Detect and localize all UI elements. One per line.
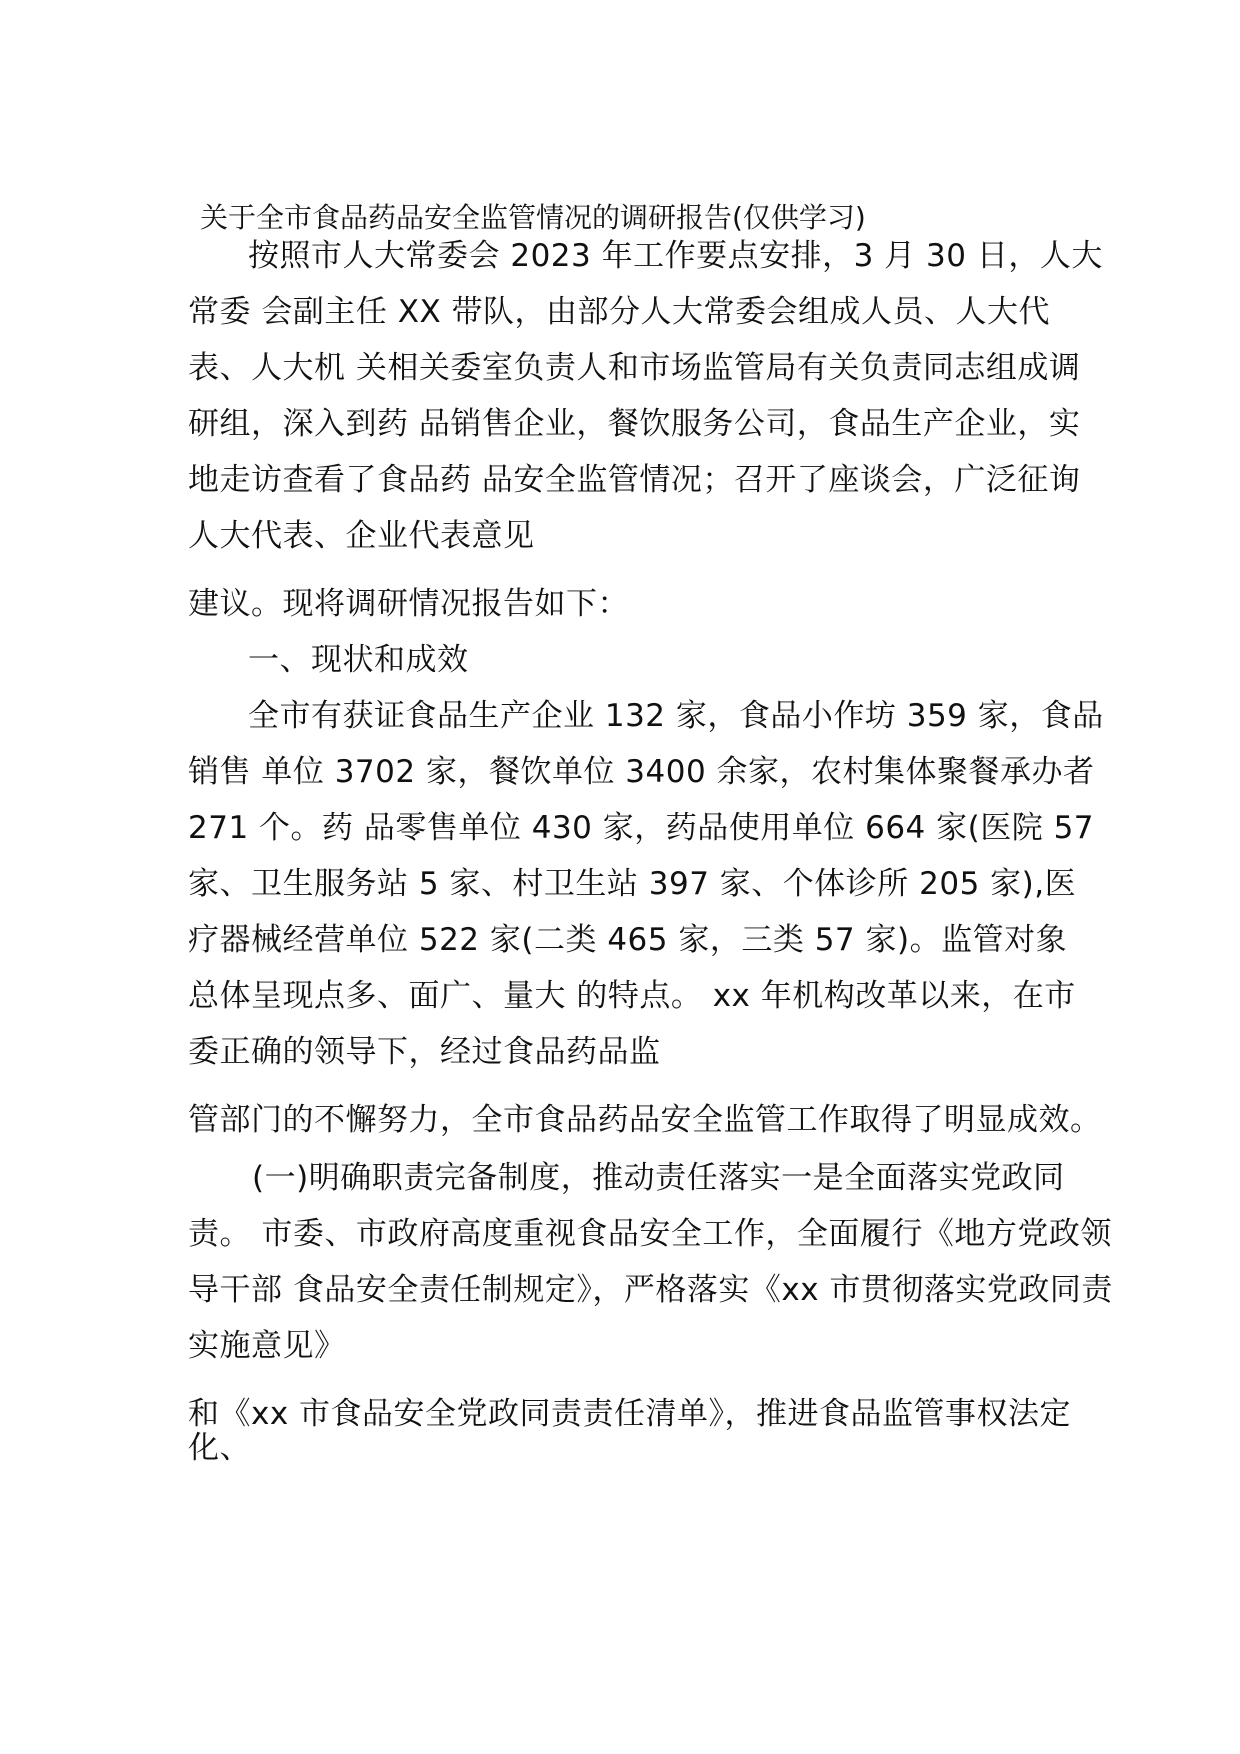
paragraph-line: 导干部 食品安全责任制规定》，严格落实《xx 市贯彻落实党政同责 (188, 1272, 1113, 1308)
paragraph-line: 总体呈现点多、面广、量大 的特点。 xx 年机构改革以来，在市 (188, 978, 1076, 1014)
paragraph-line: 销售 单位 3702 家，餐饮单位 3400 余家，农村集体聚餐承办者 (188, 754, 1095, 790)
paragraph-line: 表、人大机 关相关委室负责人和市场监管局有关负责同志组成调 (188, 350, 1081, 386)
paragraph-line: 建议。现将调研情况报告如下： (188, 586, 629, 622)
paragraph-line: 委正确的领导下，经过食品药品监 (188, 1034, 661, 1070)
paragraph-line: 实施意见》 (188, 1328, 346, 1364)
paragraph-line: 疗器械经营单位 522 家(二类 465 家，三类 57 家)。监管对象 (188, 922, 1068, 958)
paragraph-line: 人大代表、企业代表意见 (188, 518, 535, 554)
paragraph-line: 按照市人大常委会 2023 年工作要点安排，3 月 30 日，人大 (248, 238, 1103, 274)
paragraph-line: 常委 会副主任 XX 带队，由部分人大常委会组成人员、人大代 (188, 294, 1051, 330)
paragraph-line: 管部门的不懈努力，全市食品药品安全监管工作取得了明显成效。 (188, 1102, 1102, 1138)
paragraph-line: 和《xx 市食品安全党政同责责任清单》，推进食品监管事权法定 (188, 1396, 1072, 1432)
paragraph-line: 责。 市委、市政府高度重视食品安全工作，全面履行《地方党政领 (188, 1216, 1112, 1252)
subsection-heading: (一)明确职责完备制度，推动责任落实一是全面落实党政同 (252, 1160, 1065, 1196)
section-heading: 一、现状和成效 (248, 642, 469, 678)
paragraph-line: 271 个。药 品零售单位 430 家，药品使用单位 664 家(医院 57 (188, 810, 1095, 846)
paragraph-line: 家、卫生服务站 5 家、村卫生站 397 家、个体诊所 205 家),医 (188, 866, 1077, 902)
paragraph-line: 研组，深入到药 品销售企业，餐饮服务公司，食品生产企业，实 (188, 406, 1081, 442)
paragraph-line: 地走访查看了食品药 品安全监管情况；召开了座谈会，广泛征询 (188, 462, 1081, 498)
paragraph-line: 全市有获证食品生产企业 132 家，食品小作坊 359 家，食品 (248, 698, 1104, 734)
paragraph-line: 化、 (188, 1430, 251, 1466)
document-title: 关于全市食品药品安全监管情况的调研报告(仅供学习) (200, 201, 866, 234)
